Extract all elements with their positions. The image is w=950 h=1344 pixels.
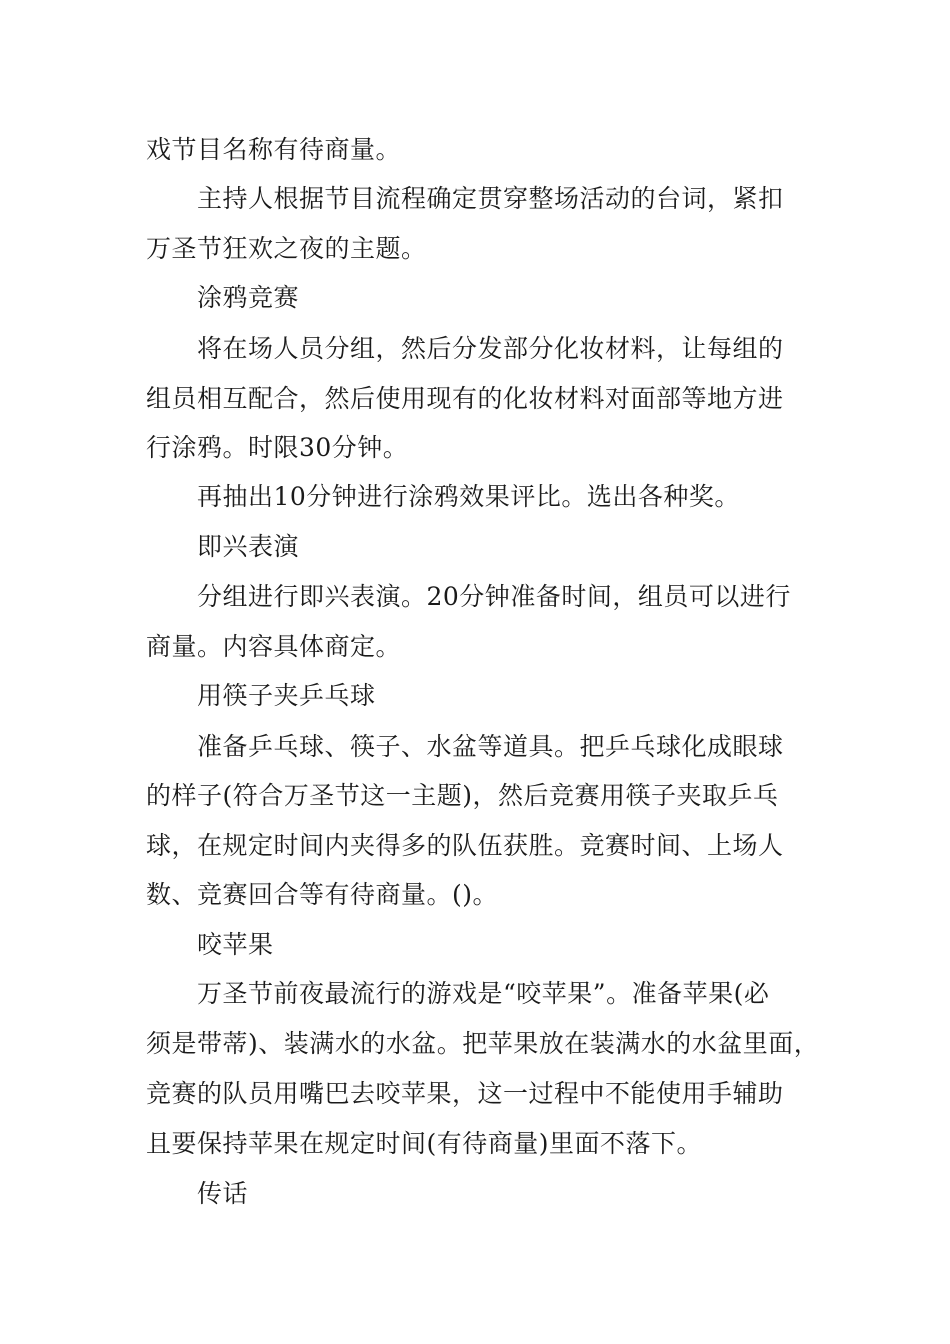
text-line: 的样子(符合万圣节这一主题)，然后竞赛用筷子夹取乒乓	[146, 781, 779, 810]
text-line: 须是带蒂)、装满水的水盆。把苹果放在装满水的水盆里面，	[146, 1029, 820, 1058]
text-line: 再抽出10分钟进行涂鸦效果评比。选出各种奖。	[197, 482, 740, 511]
text-line: 万圣节狂欢之夜的主题。	[146, 234, 427, 263]
section-heading: 咬苹果	[197, 930, 274, 959]
text-line: 戏节目名称有待商量。	[146, 135, 402, 164]
section-heading: 即兴表演	[197, 532, 300, 561]
text-line: 行涂鸦。时限30分钟。	[146, 433, 409, 462]
section-heading: 用筷子夹乒乓球	[197, 681, 376, 710]
text-line: 且要保持苹果在规定时间(有待商量)里面不落下。	[146, 1129, 703, 1158]
text-line: 主持人根据节目流程确定贯穿整场活动的台词，紧扣	[197, 184, 784, 213]
text-line: 竞赛的队员用嘴巴去咬苹果，这一过程中不能使用手辅助	[146, 1079, 784, 1108]
text-line: 准备乒乓球、筷子、水盆等道具。把乒乓球化成眼球	[197, 732, 784, 761]
text-line: 分组进行即兴表演。20分钟准备时间，组员可以进行	[197, 582, 791, 611]
text-line: 万圣节前夜最流行的游戏是“咬苹果”。准备苹果(必	[197, 979, 770, 1008]
text-line: 商量。内容具体商定。	[146, 632, 402, 661]
section-heading: 传话	[197, 1179, 249, 1208]
text-line: 数、竞赛回合等有待商量。()。	[146, 880, 499, 909]
text-line: 球，在规定时间内夹得多的队伍获胜。竞赛时间、上场人	[146, 831, 784, 860]
text-line: 组员相互配合，然后使用现有的化妆材料对面部等地方进	[146, 384, 784, 413]
text-line: 将在场人员分组，然后分发部分化妆材料，让每组的	[197, 334, 784, 363]
section-heading: 涂鸦竞赛	[197, 283, 300, 312]
